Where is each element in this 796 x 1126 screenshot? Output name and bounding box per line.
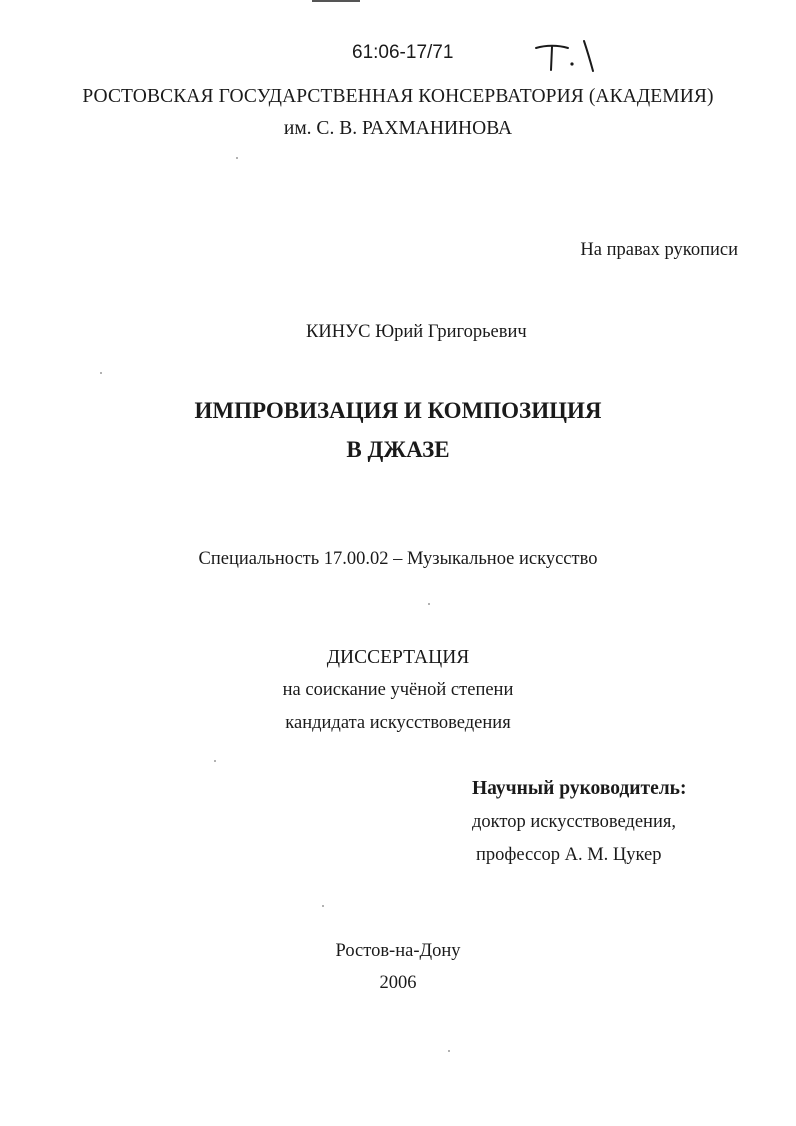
manuscript-rights-note: На правах рукописи xyxy=(580,240,738,260)
scan-speck xyxy=(100,372,102,374)
supervisor-heading: Научный руководитель: xyxy=(472,778,687,799)
document-type: ДИССЕРТАЦИЯ xyxy=(326,647,470,668)
scan-speck xyxy=(236,157,238,159)
publication-year: 2006 xyxy=(379,973,417,993)
institution-honorific: им. С. В. РАХМАНИНОВА xyxy=(283,118,513,139)
author-name: КИНУС Юрий Григорьевич xyxy=(306,322,527,342)
supervisor-name: профессор А. М. Цукер xyxy=(476,845,662,865)
degree-name: кандидата искусствоведения xyxy=(285,713,511,733)
specialty-code: Специальность 17.00.02 – Музыкальное искусство xyxy=(198,549,598,569)
supervisor-degree: доктор искусствоведения, xyxy=(472,812,676,832)
scan-speck xyxy=(428,603,430,605)
institution-name: РОСТОВСКАЯ ГОСУДАРСТВЕННАЯ КОНСЕРВАТОРИЯ (АКАДЕМИЯ) xyxy=(82,86,714,107)
dissertation-title-line-1: ИМПРОВИЗАЦИЯ И КОМПОЗИЦИЯ xyxy=(194,398,602,423)
dissertation-title-line-2: В ДЖАЗЕ xyxy=(346,437,450,462)
library-shelfmark: 61:06-17/71 xyxy=(352,42,454,63)
scan-edge-mark xyxy=(312,0,360,2)
publication-city: Ростов-на-Дону xyxy=(335,941,461,961)
handwritten-volume-mark xyxy=(532,38,596,74)
scan-speck xyxy=(322,905,324,907)
degree-purpose: на соискание учёной степени xyxy=(282,680,514,700)
scan-speck xyxy=(448,1050,450,1052)
scan-speck xyxy=(214,760,216,762)
